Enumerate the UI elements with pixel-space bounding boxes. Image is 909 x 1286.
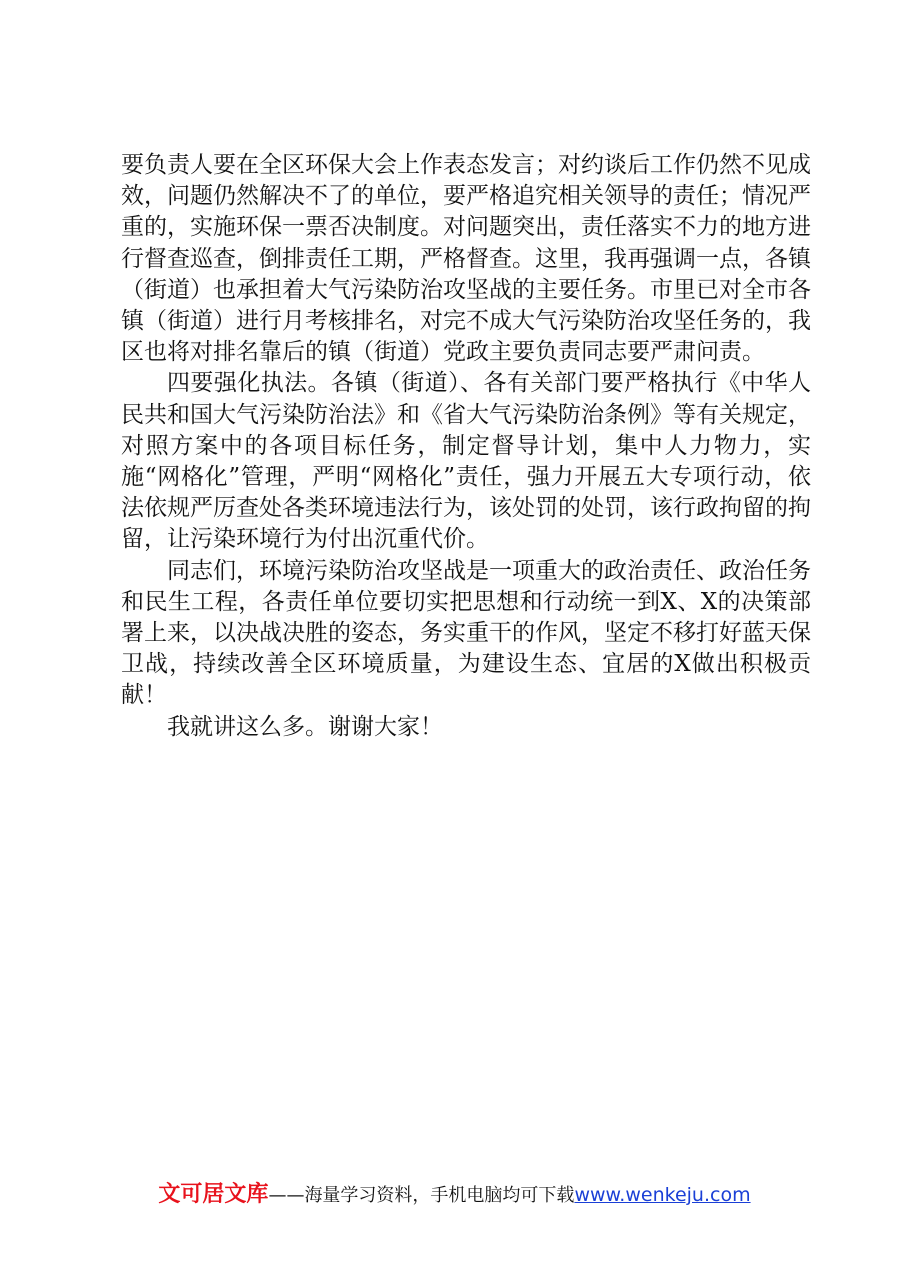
footer-brand: 文可居文库	[158, 1182, 269, 1207]
footer-tagline: ——海量学习资料，手机电脑均可下载	[268, 1185, 575, 1206]
paragraph-2: 四要强化执法。各镇（街道）、各有关部门要严格执行《中华人民共和国大气污染防治法》和《省大气污染防治条例》等有关规定，对照方案中的各项目标任务，制定督导计划，集中人力物力，实施“网格化”管理，严明“网格化”责任，强力开展五大专项行动，依法依规严厉查处各类环境违法行为，该处罚的处罚，该行政拘留的拘留，让污染环境行为付出沉重代价。	[121, 370, 811, 553]
footer-website-link[interactable]: www.wenkeju.com	[574, 1184, 751, 1206]
document-body	[121, 150, 811, 743]
watermark-footer	[0, 1180, 909, 1211]
paragraph-1: 要负责人要在全区环保大会上作表态发言；对约谈后工作仍然不见成效，问题仍然解决不了的单位，要严格追究相关领导的责任；情况严重的，实施环保一票否决制度。对问题突出，责任落实不力的地方进行督查巡查，倒排责任工期，严格督查。这里，我再强调一点，各镇（街道）也承担着大气污染防治攻坚战的主要任务。市里已对全市各镇（街道）进行月考核排名，对完不成大气污染防治攻坚任务的，我区也将对排名靠后的镇（街道）党政主要负责同志要严肃问责。	[121, 152, 811, 366]
paragraph-4: 我就讲这么多。谢谢大家！	[167, 713, 443, 740]
paragraph-3: 同志们，环境污染防治攻坚战是一项重大的政治责任、政治任务和民生工程，各责任单位要切实把思想和行动统一到X、X的决策部署上来，以决战决胜的姿态，务实重干的作风，坚定不移打好蓝天保卫战，持续改善全区环境质量，为建设生态、宜居的X做出积极贡献！	[121, 557, 811, 709]
